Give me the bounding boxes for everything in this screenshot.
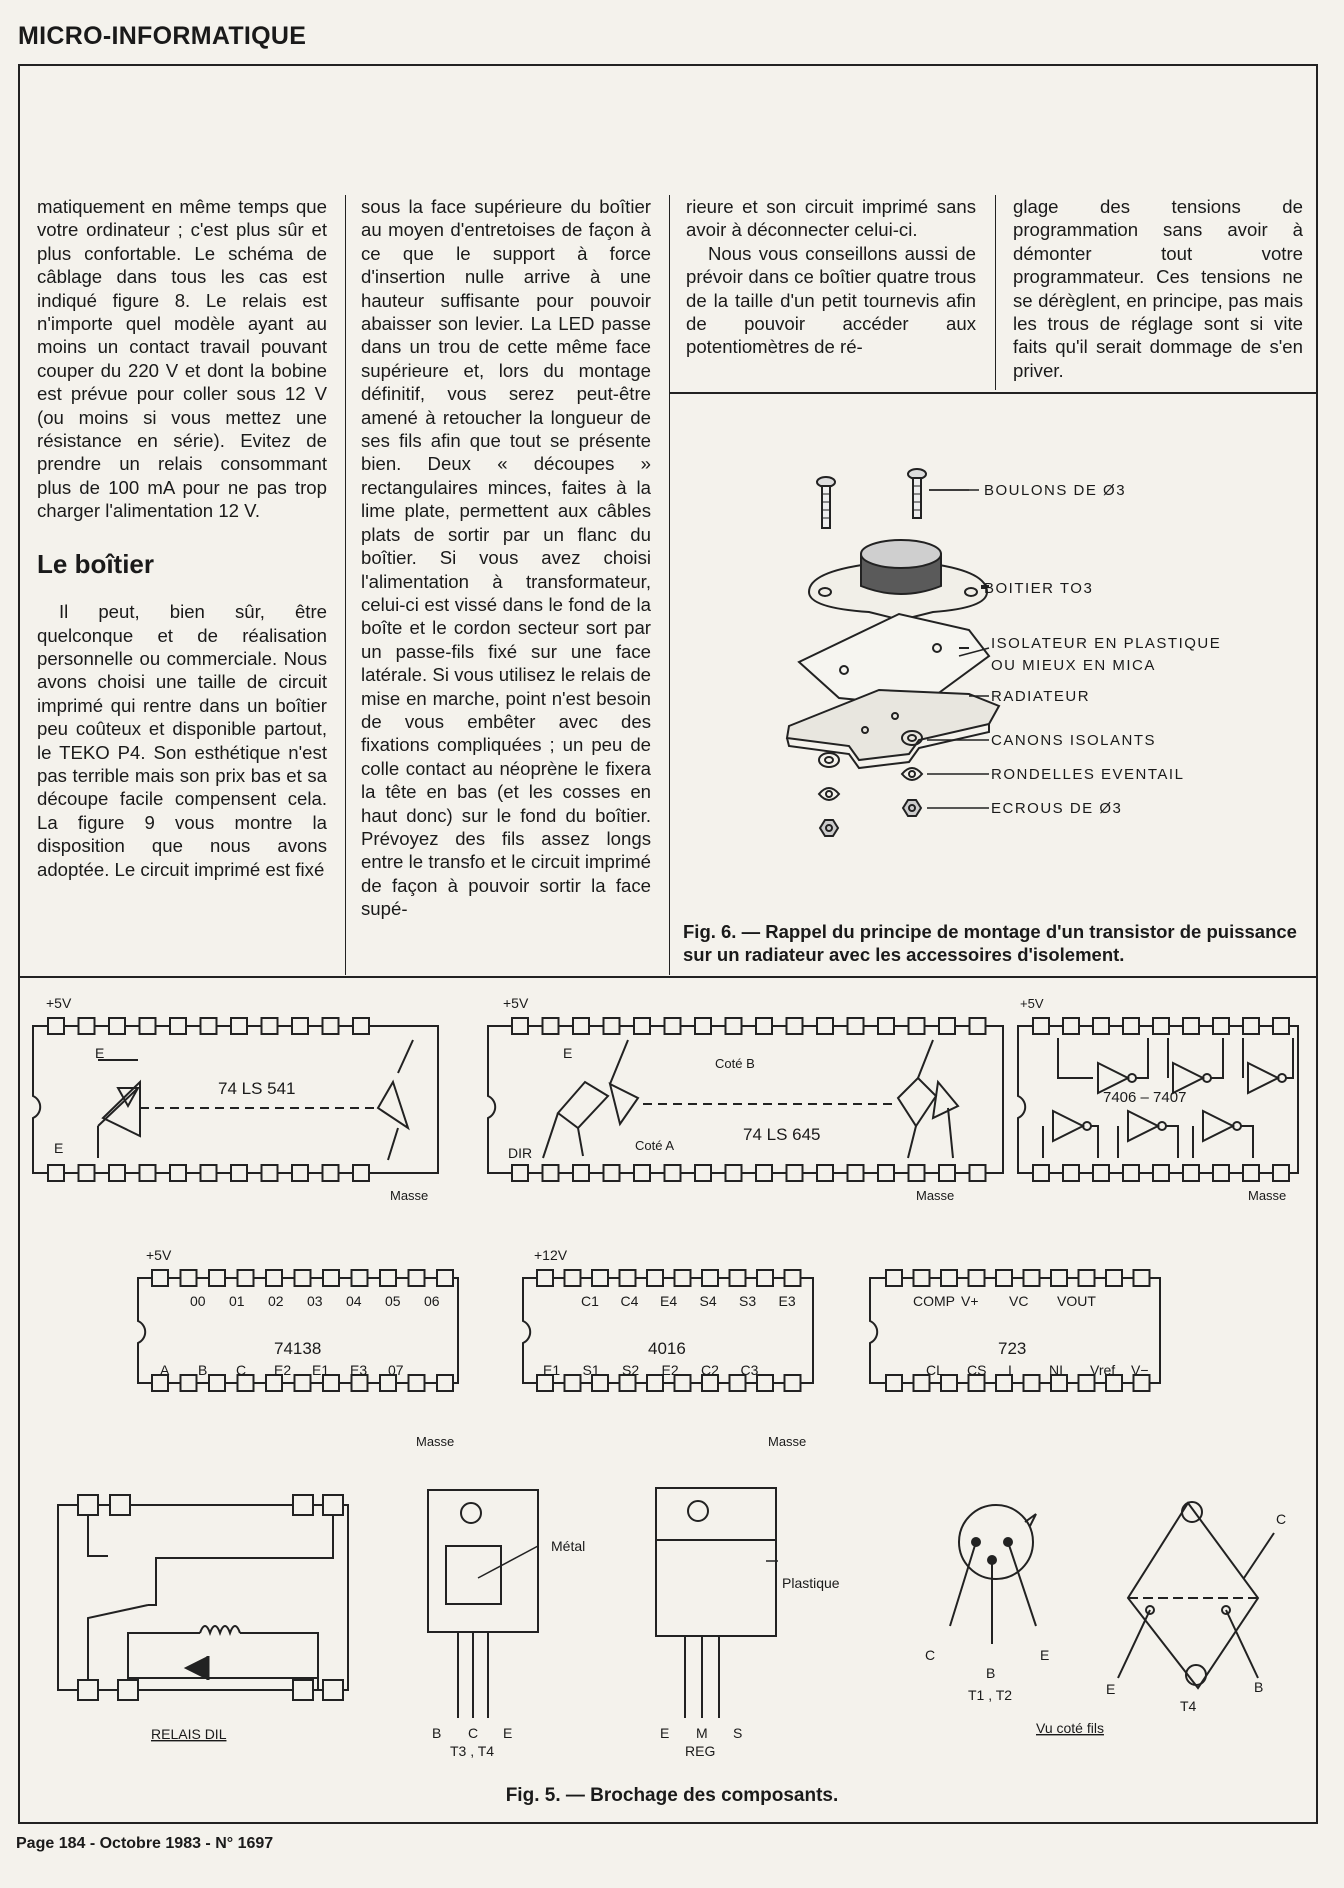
chip-pin: [409, 1270, 425, 1286]
pin-label: C2: [701, 1362, 719, 1378]
chip-pin: [79, 1165, 95, 1181]
transistor-t4: [1118, 1502, 1274, 1688]
inv-gnd: Masse: [1248, 1188, 1287, 1203]
chip-pin: [592, 1270, 608, 1286]
paragraph: matiquement en même temps que votre ordinateur ; c'est plus sûr et plus confortable. Le schéma de câblage dans tous les cas est indiqué figure 8. Le relais est n'importe quel modèle ayant au moins un contact travail pouvant couper du 220 V et dont la bobine est prévue pour coller sous 12 V (ou moins si vous mettez une résistance en série). Evitez de prendre un relais consommant plus de 100 mA pour ne pas trop charger l'alimentation 12 V.: [37, 196, 327, 522]
washer-right: [902, 768, 922, 780]
t4-view-label: Vu coté fils: [1036, 1720, 1104, 1736]
fig5-caption: Fig. 5. — Brochage des composants.: [505, 1785, 839, 1806]
chip-pin: [817, 1018, 833, 1034]
chip-pin: [437, 1375, 453, 1391]
chip-pin: [1093, 1165, 1109, 1181]
relay-pin: [293, 1495, 313, 1515]
chip-pin: [292, 1165, 308, 1181]
nut-right: [903, 800, 921, 816]
heatsink: [787, 690, 999, 768]
pin-label: Vref: [1090, 1362, 1116, 1378]
label-case: BOITIER TO3: [984, 580, 1094, 597]
chip-pin: [1213, 1018, 1229, 1034]
chip-pin: [181, 1270, 197, 1286]
chip-pin: [665, 1165, 681, 1181]
pin-label: 05: [385, 1293, 401, 1309]
chip-pin: [512, 1165, 528, 1181]
text-column-3: [686, 195, 976, 359]
pin-label: 03: [307, 1293, 323, 1309]
column-rule-1: [345, 195, 346, 975]
t3t4-name: T3 , T4: [450, 1743, 495, 1759]
chip-pin: [1273, 1165, 1289, 1181]
relay-pin: [293, 1680, 313, 1700]
chip-pin: [380, 1270, 396, 1286]
bushing-left: [819, 753, 839, 767]
chip-pin: [292, 1018, 308, 1034]
chip-pin: [209, 1270, 225, 1286]
ls645-vcc: +5V: [503, 995, 529, 1011]
chip-pin: [730, 1270, 746, 1286]
chip-pin: [969, 1270, 985, 1286]
c4016-vcc: +12V: [534, 1247, 568, 1263]
paragraph: Il peut, bien sûr, être quelconque et de réalisation personnelle ou commerciale. Nous avons choisi une taille de circuit imprimé qui rentre dans un boîtier peu coûteux et disponible partout, le TEKO P4. Son esthétique n'est pas terrible mais son prix bas et sa découpe facile compensent cela. La figure 9 vous montre la disposition que nous avons adoptée. Le circuit imprimé est fixé: [37, 601, 327, 880]
chip-pin: [1243, 1018, 1259, 1034]
reg-plastic: Plastique: [782, 1575, 840, 1591]
ls645-side-a: Coté A: [635, 1138, 675, 1153]
pin-label: NI: [1049, 1362, 1063, 1378]
chip-pin: [170, 1018, 186, 1034]
chip-pin: [1024, 1270, 1040, 1286]
chip-pin: [1153, 1165, 1169, 1181]
chip-pin: [437, 1270, 453, 1286]
chip-pin: [537, 1270, 553, 1286]
chip-pin: [785, 1270, 801, 1286]
relay-pin: [323, 1495, 343, 1515]
chip-pin: [565, 1270, 581, 1286]
chip-pin: [323, 1018, 339, 1034]
c74138-name: 74138: [274, 1339, 322, 1358]
chip-pin: [409, 1375, 425, 1391]
t1t2-pin-c: C: [925, 1647, 936, 1663]
pin-label: CL: [926, 1362, 944, 1378]
regulator: [656, 1488, 778, 1718]
chip-pin: [970, 1165, 986, 1181]
ls645-side-b: Coté B: [715, 1056, 755, 1071]
chip-pin: [909, 1165, 925, 1181]
fig5-diagram: [18, 978, 1316, 1778]
chip-pin: [353, 1165, 369, 1181]
label-heatsink: RADIATEUR: [991, 688, 1091, 705]
label-nuts: ECROUS DE Ø3: [991, 800, 1123, 817]
frame-top: [18, 64, 1318, 66]
text-column-1: [37, 195, 327, 881]
chip-pin: [109, 1018, 125, 1034]
chip-pin: [914, 1270, 930, 1286]
pin-label: I: [1008, 1362, 1012, 1378]
chip-pin: [1079, 1270, 1095, 1286]
paragraph: Nous vous conseillons aussi de prévoir dans ce boîtier quatre trous de la taille d'un petit tournevis afin de pouvoir accéder aux potentiomètres de ré-: [686, 242, 976, 358]
chip-pin: [848, 1165, 864, 1181]
chip-pin: [787, 1018, 803, 1034]
chip-pin: [620, 1270, 636, 1286]
chip-pin: [675, 1270, 691, 1286]
chip-pin: [726, 1018, 742, 1034]
pin-label: A: [160, 1362, 170, 1378]
section-title: Le boîtier: [37, 548, 155, 579]
pin-label: C: [236, 1362, 247, 1378]
chip-pin: [757, 1375, 773, 1391]
reg-pin-s: S: [733, 1725, 743, 1741]
chip-pin: [573, 1018, 589, 1034]
chip-pin: [323, 1165, 339, 1181]
frame-right: [1316, 64, 1318, 1824]
chip-pin: [939, 1165, 955, 1181]
pin-label: 07: [388, 1362, 404, 1378]
chip-pin: [209, 1375, 225, 1391]
chip-pin: [543, 1165, 559, 1181]
ls541-gnd: Masse: [390, 1188, 429, 1203]
t1t2-pin-b: B: [986, 1665, 996, 1681]
chip-pin: [1051, 1270, 1067, 1286]
chip-pin: [181, 1375, 197, 1391]
chip-pin: [909, 1018, 925, 1034]
chip-pin: [79, 1018, 95, 1034]
label-bushings: CANONS ISOLANTS: [991, 732, 1157, 749]
reg-pin-e: E: [660, 1725, 670, 1741]
frame-bottom: [18, 1822, 1318, 1824]
pin-label: E1: [312, 1362, 330, 1378]
pin-label: 01: [229, 1293, 245, 1309]
transistor-t3-t4: [428, 1490, 538, 1718]
label-bolts: BOULONS DE Ø3: [984, 482, 1127, 499]
transistor-t1-t2: [950, 1505, 1036, 1644]
chip-pin: [170, 1165, 186, 1181]
chip-pin: [1273, 1018, 1289, 1034]
chip-pin: [238, 1270, 254, 1286]
chip-pin: [604, 1018, 620, 1034]
chip-pin: [295, 1375, 311, 1391]
inv-name: 7406 – 7407: [1103, 1089, 1187, 1106]
ls541-name: 74 LS 541: [218, 1079, 296, 1098]
chip-pin: [152, 1270, 168, 1286]
pin-label: 06: [424, 1293, 440, 1309]
chip-pin: [140, 1018, 156, 1034]
c74138-top-pins: [152, 1270, 453, 1286]
chip-pin: [1243, 1165, 1259, 1181]
pin-label: C4: [620, 1293, 639, 1309]
inv-bottom-pins: [1033, 1165, 1289, 1181]
t3t4-pin-c: C: [468, 1725, 479, 1741]
t3t4-pin-e: E: [503, 1725, 513, 1741]
t3t4-metal: Métal: [551, 1538, 586, 1554]
reg-name: REG: [685, 1743, 716, 1759]
chip-pin: [665, 1018, 681, 1034]
chip-pin: [295, 1270, 311, 1286]
chip-pin: [1024, 1375, 1040, 1391]
chip-pin: [1134, 1270, 1150, 1286]
chip-pin: [353, 1018, 369, 1034]
bolt-left: [817, 477, 835, 528]
chip-pin: [262, 1018, 278, 1034]
chip-pin: [634, 1165, 650, 1181]
t4-pin-e: E: [1106, 1681, 1116, 1697]
relay-label: RELAIS DIL: [151, 1726, 227, 1742]
pin-label: E2: [274, 1362, 292, 1378]
chip-pin: [878, 1165, 894, 1181]
ls645-name: 74 LS 645: [743, 1125, 821, 1144]
chip-pin: [785, 1375, 801, 1391]
chip-74138: [138, 1278, 458, 1383]
pin-label: V−: [1131, 1362, 1149, 1378]
chip-pin: [573, 1165, 589, 1181]
ls541-vcc: +5V: [46, 995, 72, 1011]
ls541-e-bot: E: [54, 1140, 64, 1156]
chip-pin: [1093, 1018, 1109, 1034]
bolt-right: [908, 469, 926, 518]
chip-pin: [604, 1165, 620, 1181]
pin-label: 02: [268, 1293, 284, 1309]
ls645-dir: DIR: [508, 1145, 533, 1161]
chip-pin: [1123, 1018, 1139, 1034]
chip-pin: [634, 1018, 650, 1034]
pin-label: V+: [961, 1293, 979, 1309]
pin-label: CS: [967, 1362, 987, 1378]
chip-pin: [323, 1270, 339, 1286]
chip-pin: [886, 1375, 902, 1391]
relay-pin: [323, 1680, 343, 1700]
nut-left: [820, 820, 838, 836]
chip-pin: [231, 1018, 247, 1034]
paragraph: glage des tensions de programmation sans avoir à démonter tout votre programmateur. Ces tensions ne se dérèglent, en principe, pas mais les trous de réglage sont si vite faits qu'il serait dommage de s'en priver.: [1013, 196, 1303, 381]
pin-label: VC: [1009, 1293, 1029, 1309]
pin-label: 00: [190, 1293, 206, 1309]
t4-pin-b: B: [1254, 1679, 1264, 1695]
t1t2-pin-e: E: [1040, 1647, 1050, 1663]
pin-label: E3: [778, 1293, 796, 1309]
chip-pin: [695, 1018, 711, 1034]
chip-pin: [140, 1165, 156, 1181]
pin-label: E2: [661, 1362, 679, 1378]
chip-74ls541: [33, 1026, 438, 1173]
chip-pin: [878, 1018, 894, 1034]
pin-label: E1: [543, 1362, 561, 1378]
chip-pin: [886, 1270, 902, 1286]
chip-pin: [756, 1018, 772, 1034]
pin-label: S1: [582, 1362, 600, 1378]
chip-pin: [702, 1270, 718, 1286]
pin-label: E3: [350, 1362, 368, 1378]
chip-pin: [970, 1018, 986, 1034]
paragraph: rieure et son circuit imprimé sans avoir à déconnecter celui-ci.: [686, 196, 976, 241]
chip-pin: [756, 1165, 772, 1181]
chip-pin: [647, 1270, 663, 1286]
chip-pin: [543, 1018, 559, 1034]
chip-pin: [565, 1375, 581, 1391]
label-washers: RONDELLES EVENTAIL: [991, 766, 1185, 783]
inv-vcc: +5V: [1020, 996, 1044, 1011]
pin-label: S3: [739, 1293, 757, 1309]
chip-pin: [262, 1165, 278, 1181]
t4-name: T4: [1180, 1698, 1197, 1714]
c4016-name: 4016: [648, 1339, 686, 1358]
ls645-e: E: [563, 1045, 573, 1061]
relay-dil: [58, 1505, 348, 1690]
chip-pin: [352, 1270, 368, 1286]
to3-case: [809, 540, 987, 620]
pin-label: VOUT: [1057, 1293, 1096, 1309]
reg-pin-m: M: [696, 1725, 708, 1741]
c74138-gnd: Masse: [416, 1434, 455, 1449]
pin-label: C1: [581, 1293, 599, 1309]
ls645-gnd: Masse: [916, 1188, 955, 1203]
chip-pin: [201, 1018, 217, 1034]
paragraph: sous la face supérieure du boîtier au moyen d'entretoises de façon à ce que le support à force d'insertion nulle arrive à une hauteur suffisante pour pouvoir abaisser son levier. La LED passe dans un trou de cette même face supérieure et, lors du montage définitif, vous serez peut-être amené à retoucher la longueur de ses fils afin que tout se présente bien. Deux « découpes » rectangulaires minces, faites à la lime plate, permettent aux câbles plats de sortir par un flanc du boîtier. Si vous avez choisi l'alimentation à transformateur, celui-ci est vissé dans le fond de la boîte et le cordon secteur sort par un passe-fils fixé sur une face latérale. Si vous utilisez le relais de mise en marche, point n'est besoin de vous embêter avec des fixations compliquées ; un peu de colle contact au néoprène le fixera la tête en bas (et les cosses en haut donc) sur le fond du boîtier. Prévoyez des fils assez longs entre le transfo et le circuit imprimé de façon à pouvoir sortir la face supé-: [361, 196, 651, 920]
pin-label: B: [198, 1362, 208, 1378]
chip-pin: [266, 1270, 282, 1286]
washer-left: [819, 788, 839, 800]
chip-pin: [939, 1018, 955, 1034]
chip-pin: [1033, 1165, 1049, 1181]
relay-pin: [78, 1680, 98, 1700]
label-insulator-2: OU MIEUX EN MICA: [991, 657, 1156, 674]
fig6-caption: Fig. 6. — Rappel du principe de montage d'un transistor de puissance sur un radiateur avec les accessoires d'isolement.: [683, 921, 1297, 965]
chip-pin: [1123, 1165, 1139, 1181]
pin-label: COMP: [913, 1293, 955, 1309]
c74138-top-pin-labels: [190, 1293, 440, 1309]
chip-pin: [1063, 1165, 1079, 1181]
chip-pin: [941, 1270, 957, 1286]
t4-pin-c: C: [1276, 1511, 1287, 1527]
chip-pin: [1183, 1018, 1199, 1034]
chip-pin: [1153, 1018, 1169, 1034]
chip-pin: [1106, 1270, 1122, 1286]
c74138-vcc: +5V: [146, 1247, 172, 1263]
chip-pin: [726, 1165, 742, 1181]
chip-pin: [757, 1270, 773, 1286]
chip-pin: [1183, 1165, 1199, 1181]
text-column-4: [1013, 195, 1303, 382]
chip-pin: [1063, 1018, 1079, 1034]
inv-top-pins: [1033, 1018, 1289, 1034]
label-insulator-1: ISOLATEUR EN PLASTIQUE: [991, 635, 1222, 652]
chip-pin: [848, 1018, 864, 1034]
pin-label: 04: [346, 1293, 362, 1309]
pin-label: S2: [622, 1362, 640, 1378]
text-column-2: [361, 195, 651, 921]
c4016-gnd: Masse: [768, 1434, 807, 1449]
chip-pin: [201, 1165, 217, 1181]
chip-pin: [1033, 1018, 1049, 1034]
page-footer: Page 184 - Octobre 1983 - N° 1697: [16, 1835, 274, 1852]
chip-pin: [512, 1018, 528, 1034]
relay-pin: [110, 1495, 130, 1515]
chip-pin: [996, 1270, 1012, 1286]
c4016-top-pin-labels: [581, 1293, 796, 1309]
chip-pin: [109, 1165, 125, 1181]
t3t4-pin-b: B: [432, 1725, 442, 1741]
chip-pin: [695, 1165, 711, 1181]
relay-pin: [78, 1495, 98, 1515]
c723-name: 723: [998, 1339, 1027, 1358]
c723-top-pin-labels: [913, 1293, 1096, 1309]
pin-label: S4: [699, 1293, 717, 1309]
fig6-diagram: [669, 394, 1316, 914]
chip-pin: [48, 1165, 64, 1181]
chip-pin: [817, 1165, 833, 1181]
chip-pin: [1213, 1165, 1229, 1181]
chip-pin: [48, 1018, 64, 1034]
column-rule-3: [995, 195, 996, 390]
page-header-title: MICRO-INFORMATIQUE: [18, 22, 307, 50]
relay-pin: [118, 1680, 138, 1700]
t1t2-name: T1 , T2: [968, 1687, 1013, 1703]
ls541-e-top: E: [95, 1045, 105, 1061]
pin-label: E4: [660, 1293, 678, 1309]
pin-label: C3: [740, 1362, 759, 1378]
chip-pin: [231, 1165, 247, 1181]
chip-pin: [787, 1165, 803, 1181]
